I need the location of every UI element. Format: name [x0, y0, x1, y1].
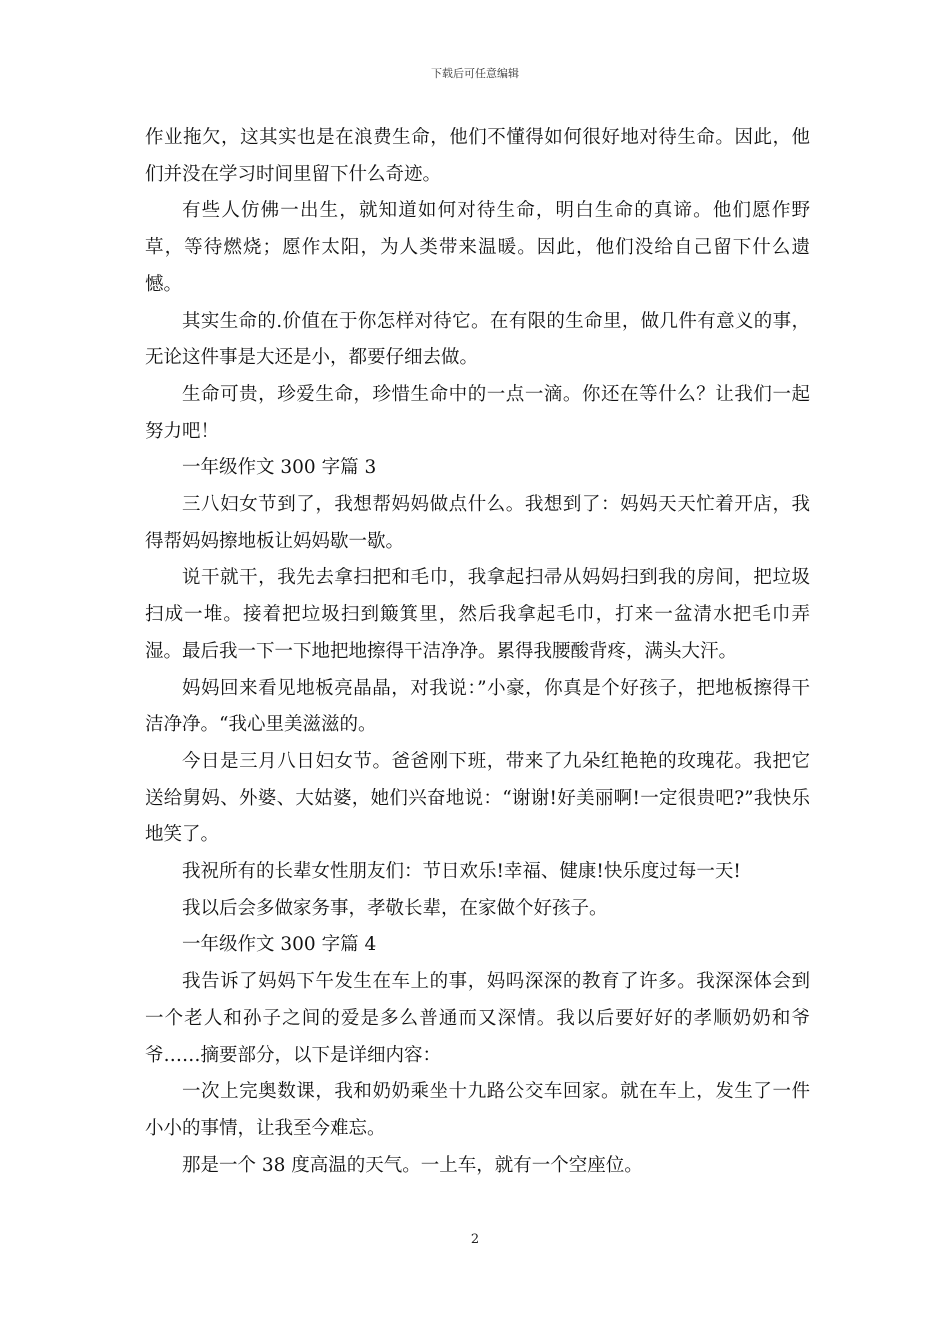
paragraph: 生命可贵，珍爱生命，珍惜生命中的一点一滴。你还在等什么？让我们一起努力吧！ [145, 383, 810, 442]
paragraph: 今日是三月八日妇女节。爸爸刚下班，带来了九朵红艳艳的玫瑰花。我把它送给舅妈、外婆、大姑婆，她们兴奋地说：“谢谢!好美丽啊!一定很贵吧?”我快乐地笑了。 [145, 750, 810, 846]
paragraph: 作业拖欠，这其实也是在浪费生命，他们不懂得如何很好地对待生命。因此，他们并没在学习时间里留下什么奇迹。 [145, 127, 810, 185]
paragraph: 我以后会多做家务事，孝敬长辈，在家做个好孩子。 [182, 897, 608, 919]
paragraph: 其实生命的.价值在于你怎样对待它。在有限的生命里，做几件有意义的事，无论这件事是大还是小，都要仔细去做。 [145, 310, 810, 369]
paragraph: 说干就干，我先去拿扫把和毛巾，我拿起扫帚从妈妈扫到我的房间，把垃圾扫成一堆。接着把垃圾扫到簸箕里，然后我拿起毛巾，打来一盆清水把毛巾弄湿。最后我一下一下地把地擦得干洁净净。累得我腰酸背疼，满头大汗。 [145, 567, 810, 662]
paragraph: 那是一个 38 度高温的天气。一上车，就有一个空座位。 [182, 1154, 643, 1176]
paragraph: 三八妇女节到了，我想帮妈妈做点什么。我想到了：妈妈天天忙着开店，我得帮妈妈擦地板让妈妈歇一歇。 [145, 494, 810, 552]
paragraph: 我祝所有的长辈女性朋友们：节日欢乐!幸福、健康!快乐度过每一天! [182, 861, 741, 883]
page-header: 下载后可任意编辑 [431, 67, 519, 80]
paragraph: 有些人仿佛一出生，就知道如何对待生命，明白生命的真谛。他们愿作野草，等待燃烧；愿作太阳，为人类带来温暖。因此，他们没给自己留下什么遗憾。 [145, 200, 810, 295]
section-heading: 一年级作文 300 字篇 3 [182, 457, 377, 479]
paragraph: 我告诉了妈妈下午发生在车上的事，妈吗深深的教育了许多。我深深体会到一个老人和孙子之间的爱是多么普通而又深情。我以后要好好的孝顺奶奶和爷爷……摘要部分，以下是详细内容： [145, 971, 810, 1066]
document-body [145, 120, 810, 1184]
page-number: 2 [470, 1232, 480, 1247]
section-heading: 一年级作文 300 字篇 4 [182, 934, 377, 956]
paragraph: 一次上完奥数课，我和奶奶乘坐十九路公交车回家。就在车上，发生了一件小小的事情，让我至今难忘。 [145, 1081, 810, 1139]
paragraph: 妈妈回来看见地板亮晶晶，对我说：”小豪，你真是个好孩子，把地板擦得干洁净净。“我心里美滋滋的。 [145, 677, 810, 736]
